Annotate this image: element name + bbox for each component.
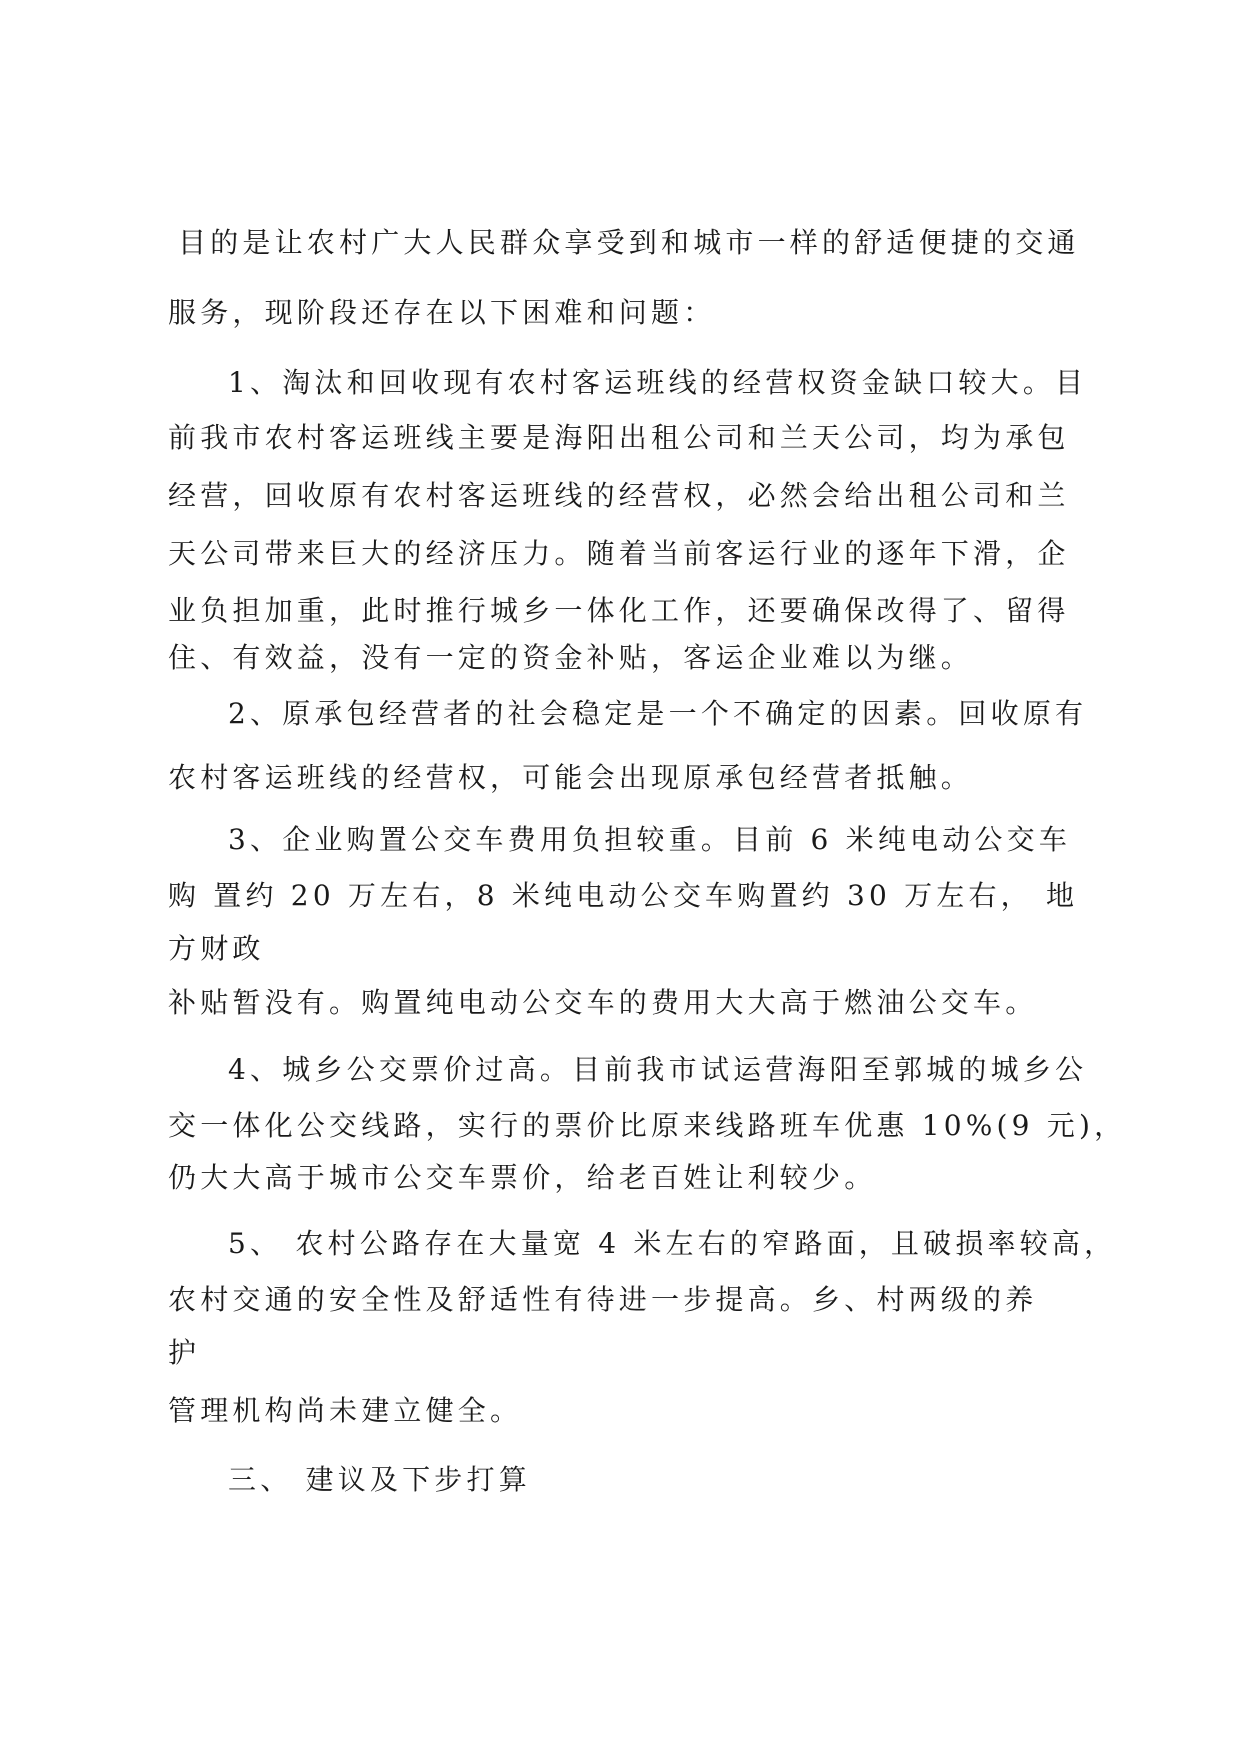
text-line: 2、原承包经营者的社会稳定是一个不确定的因素。回收原有 bbox=[228, 697, 1088, 730]
text-line: 补贴暂没有。购置纯电动公交车的费用大大高于燃油公交车。 bbox=[168, 986, 1038, 1019]
text-line: 目的是让农村广大人民群众享受到和城市一样的舒适便捷的交通 bbox=[178, 226, 1080, 259]
text-line: 住、有效益，没有一定的资金补贴，客运企业难以为继。 bbox=[168, 641, 974, 674]
text-line: 前我市农村客运班线主要是海阳出租公司和兰天公司，均为承包 bbox=[168, 421, 1070, 454]
text-line: 购 置约 20 万左右，8 米纯电动公交车购置约 30 万左右， 地 bbox=[168, 879, 1079, 912]
text-line: 5、 农村公路存在大量宽 4 米左右的窄路面，且破损率较高， bbox=[228, 1227, 1117, 1260]
text-line: 方财政 bbox=[168, 932, 265, 965]
text-line: 护 bbox=[168, 1336, 201, 1369]
text-line: 仍大大高于城市公交车票价，给老百姓让利较少。 bbox=[168, 1161, 877, 1194]
text-line: 4、城乡公交票价过高。目前我市试运营海阳至郭城的城乡公 bbox=[228, 1053, 1088, 1086]
text-line: 服务，现阶段还存在以下困难和问题： bbox=[168, 296, 716, 329]
text-line: 农村交通的安全性及舒适性有待进一步提高。乡、村两级的养 bbox=[168, 1283, 1038, 1316]
text-line: 天公司带来巨大的经济压力。随着当前客运行业的逐年下滑，企 bbox=[168, 537, 1070, 570]
text-line: 3、企业购置公交车费用负担较重。目前 6 米纯电动公交车 bbox=[228, 823, 1072, 856]
text-line: 管理机构尚未建立健全。 bbox=[168, 1394, 523, 1427]
text-line: 农村客运班线的经营权，可能会出现原承包经营者抵触。 bbox=[168, 761, 974, 794]
text-line: 1、淘汰和回收现有农村客运班线的经营权资金缺口较大。目 bbox=[228, 366, 1088, 399]
section-heading: 三、 建议及下步打算 bbox=[228, 1463, 531, 1496]
text-line: 经营，回收原有农村客运班线的经营权，必然会给出租公司和兰 bbox=[168, 479, 1070, 512]
text-line: 业负担加重，此时推行城乡一体化工作，还要确保改得了、留得 bbox=[168, 594, 1070, 627]
text-line: 交一体化公交线路，实行的票价比原来线路班车优惠 10%(9 元)， bbox=[168, 1109, 1127, 1142]
